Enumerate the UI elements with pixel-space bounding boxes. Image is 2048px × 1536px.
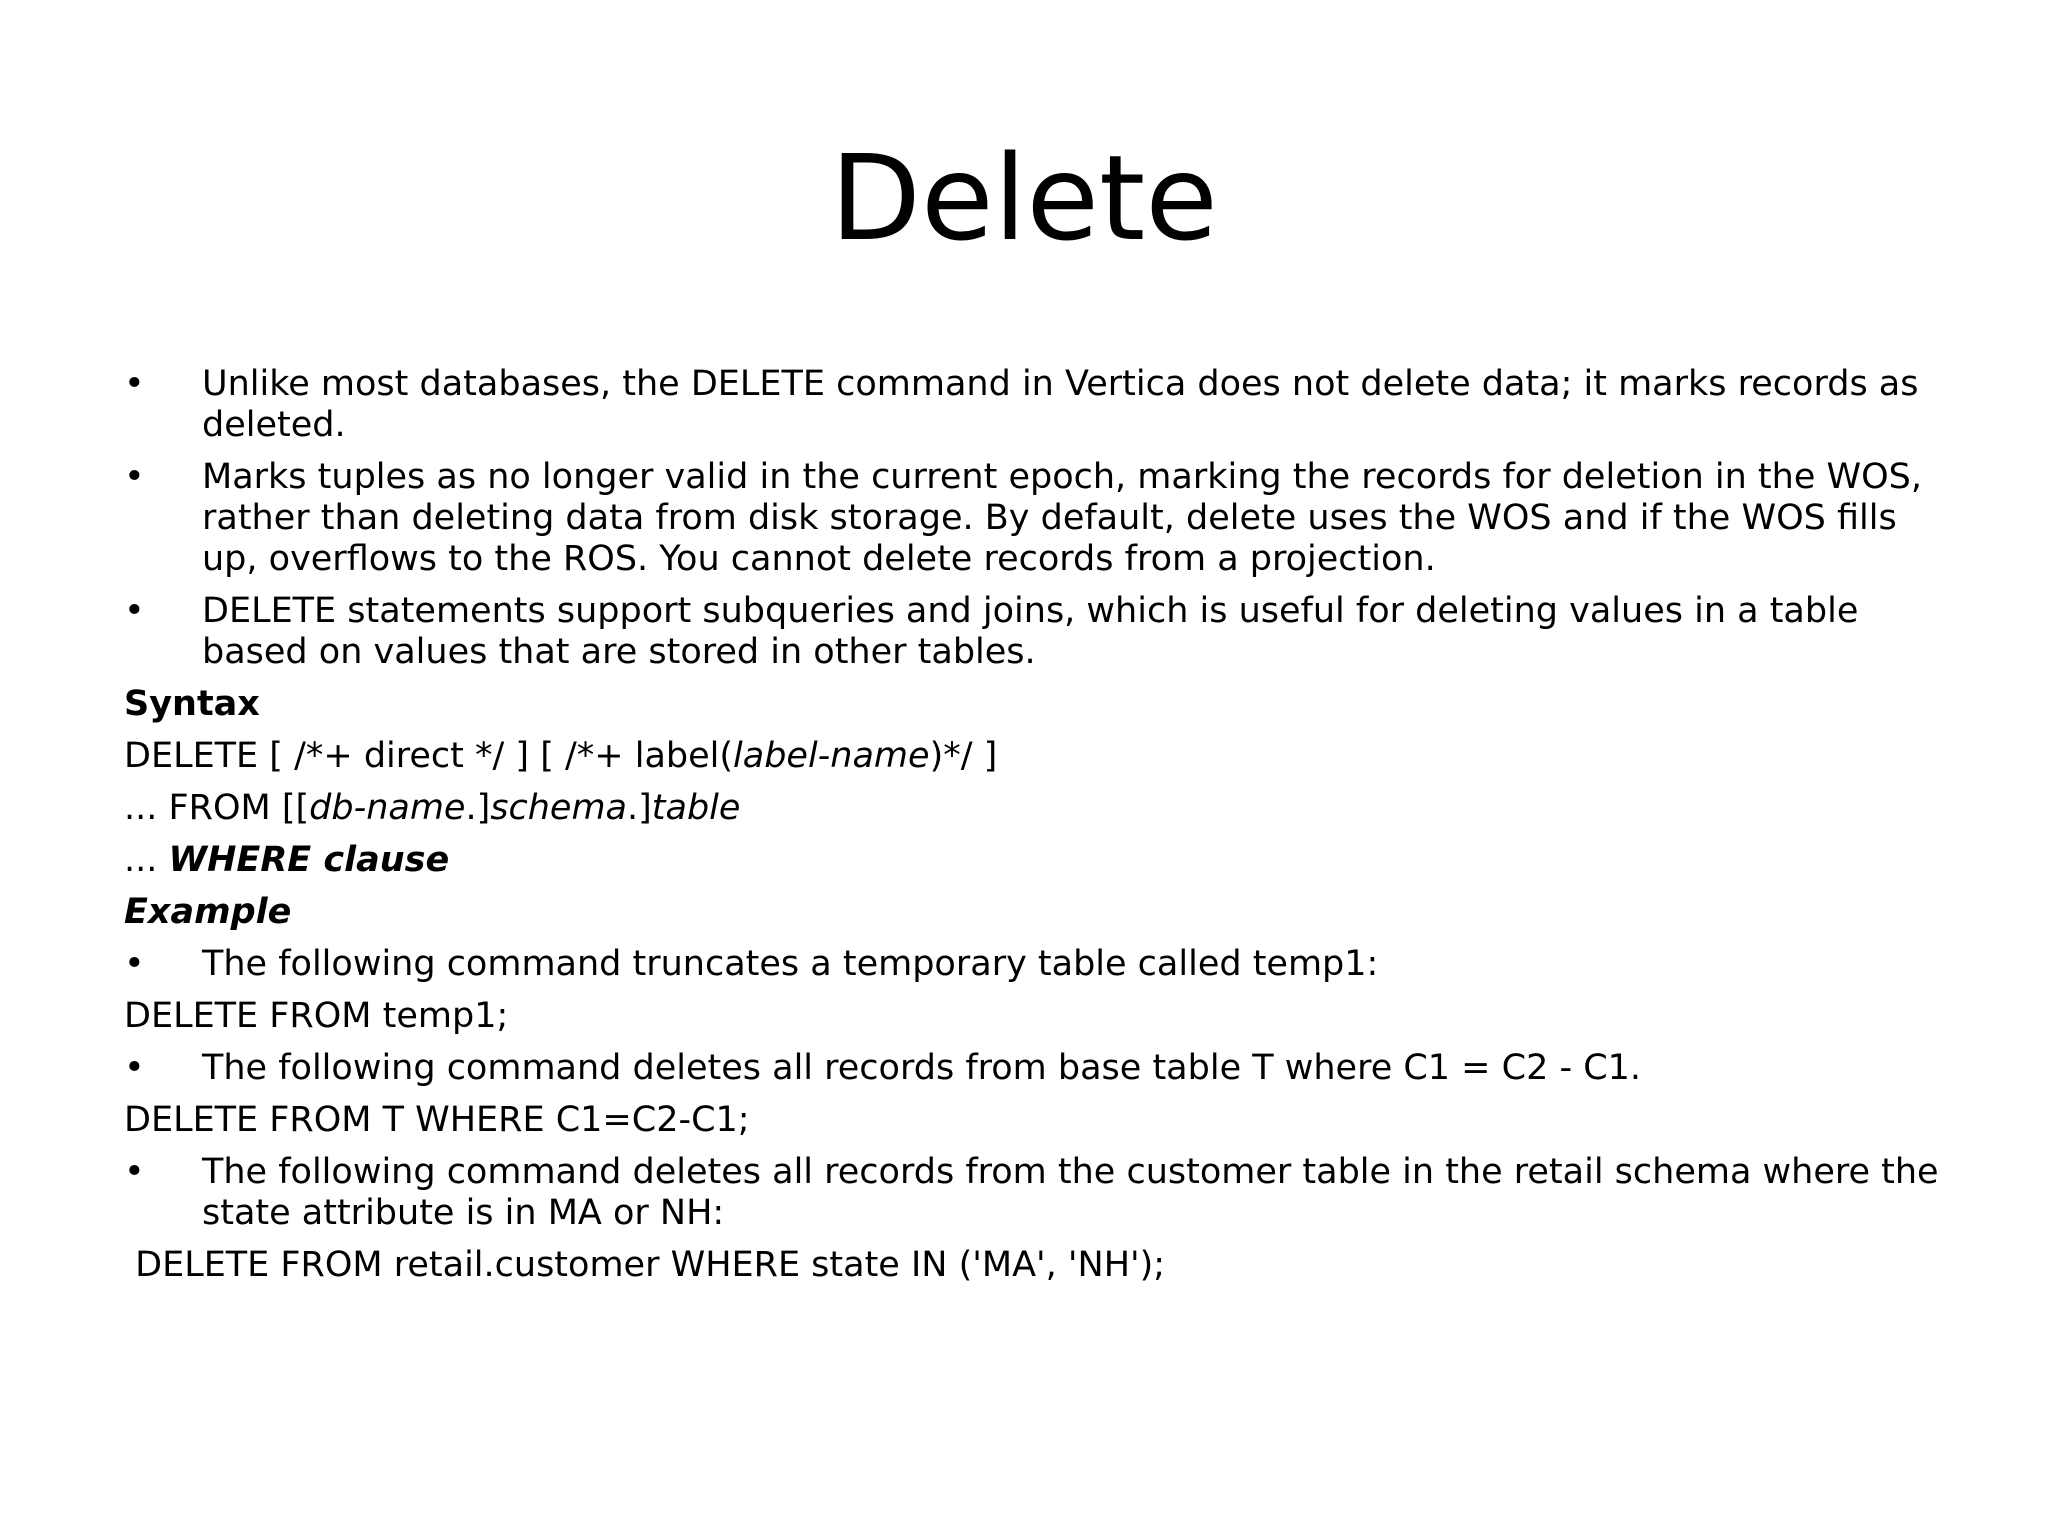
syntax-text: ... FROM [[ — [124, 788, 310, 828]
bullet-icon: • — [124, 591, 145, 631]
slide-title: Delete — [830, 129, 1218, 267]
bullet-icon: • — [124, 944, 145, 984]
example-text: The following command deletes all records from base table T where C1 = C2 - C1. — [202, 1048, 1642, 1088]
syntax-placeholder: db-name — [309, 788, 466, 828]
syntax-line — [124, 788, 1954, 829]
syntax-placeholder: WHERE clause — [168, 840, 450, 880]
syntax-text: .] — [465, 788, 491, 828]
syntax-line — [124, 840, 1954, 881]
bullet-item — [124, 364, 1954, 446]
example-code: DELETE FROM temp1; — [124, 996, 509, 1036]
syntax-text: DELETE [ /*+ direct */ ] [ /*+ label( — [124, 736, 734, 776]
bullet-item — [124, 457, 1954, 580]
example-text: The following command deletes all records from the customer table in the retail schema where the state attribute is in MA or NH: — [202, 1152, 1939, 1233]
syntax-placeholder: label-name — [733, 736, 930, 776]
syntax-line — [124, 736, 1954, 777]
bullet-icon: • — [124, 457, 145, 497]
example-bullet — [124, 944, 1954, 985]
bullet-text: DELETE statements support subqueries and joins, which is useful for deleting values in a table based on values that are stored in other tables. — [202, 591, 1859, 672]
bullet-icon: • — [124, 364, 145, 404]
example-code: DELETE FROM retail.customer WHERE state IN ('MA', 'NH'); — [124, 1245, 1166, 1285]
syntax-placeholder: schema — [490, 788, 627, 828]
bullet-icon: • — [124, 1152, 145, 1192]
syntax-placeholder: table — [651, 788, 741, 828]
bullet-text: Unlike most databases, the DELETE command in Vertica does not delete data; it marks records as deleted. — [202, 364, 1919, 445]
example-bullet — [124, 1048, 1954, 1089]
example-code: DELETE FROM T WHERE C1=C2-C1; — [124, 1100, 750, 1140]
syntax-heading: Syntax — [124, 684, 260, 724]
syntax-text: )*/ ] — [929, 736, 998, 776]
example-bullet — [124, 1152, 1954, 1234]
bullet-item — [124, 591, 1954, 673]
slide-body — [124, 364, 1954, 1297]
bullet-text: Marks tuples as no longer valid in the current epoch, marking the records for deletion in the WOS, rather than deleting data from disk storage. By default, delete uses the WOS and if the WOS fills up, overflows to the ROS. You cannot delete records from a projection. — [202, 457, 1922, 579]
syntax-text: .] — [627, 788, 652, 828]
example-text: The following command truncates a temporary table called temp1: — [202, 944, 1379, 984]
example-heading: Example — [124, 892, 292, 932]
bullet-icon: • — [124, 1048, 145, 1088]
syntax-text: ... — [124, 840, 169, 880]
